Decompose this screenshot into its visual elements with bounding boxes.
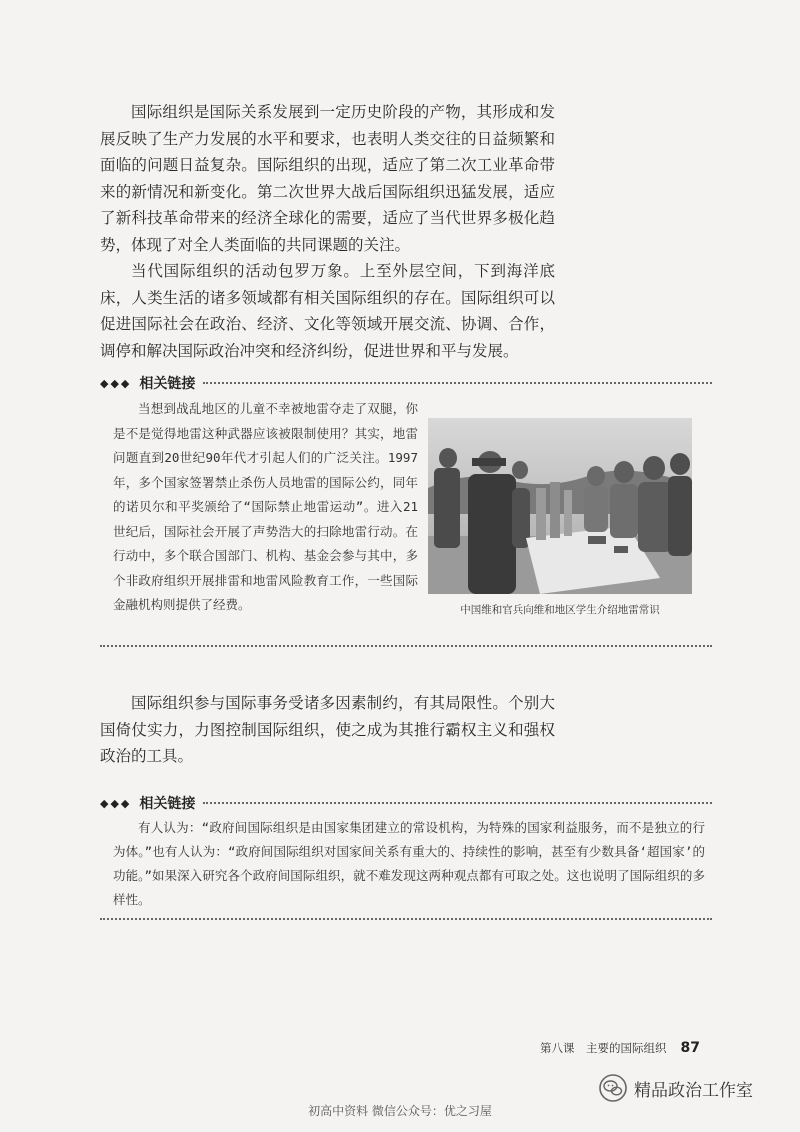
related-link-title: 相关链接 xyxy=(139,376,196,392)
dotted-divider xyxy=(203,802,712,804)
watermark-brand xyxy=(598,1073,753,1103)
related-link-end-divider-1 xyxy=(100,645,712,647)
wechat-account-icon xyxy=(598,1073,628,1103)
diamond-markers-icon: ◆◆◆ xyxy=(100,796,132,810)
related-link-text-2: 有人认为：“政府间国际组织是由国家集团建立的常设机构，为特殊的国家利益服务，而不是独立的行为体。”也有人认为：“政府间国际组织对国家间关系有重大的、持续性的影响，甚至有少数具备‘超国家’的功能。”如果深入研究各个政府间国际组织，就不难发现这两种观点都有可取之处。这也说明了国际组织的多样性。 xyxy=(113,820,705,907)
related-link-text-1: 当想到战乱地区的儿童不幸被地雷夺走了双腿，你是不是觉得地雷这种武器应该被限制使用？其实，地雷问题直到20世纪90年代才引起人们的广泛关注。1997年，多个国家签署禁止杀伤人员地雷的国际公约，同年的诺贝尔和平奖颁给了“国际禁止地雷运动”。进入21世纪后，国际社会开展了声势浩大的扫除地雷行动。在行动中，多个联合国部门、机构、基金会参与其中，多个非政府组织开展排雷和地雷风险教育工作，一些国际金融机构则提供了经费。 xyxy=(113,401,418,612)
page-footer xyxy=(540,1040,700,1056)
body-paragraph-2: 当代国际组织的活动包罗万象。上至外层空间，下到海洋底床，人类生活的诸多领域都有相关国际组织的存在。国际组织可以促进国际社会在政治、经济、文化等领域开展交流、协调、合作，调停和解决国际政治冲突和经济纠纷，促进世界和平与发展。 xyxy=(100,262,555,360)
peacekeeper-landmine-photo xyxy=(428,418,692,594)
watermark-note: 初高中资料 微信公众号：优之习屋 xyxy=(308,1104,492,1118)
dotted-divider xyxy=(203,382,712,384)
page-number: 87 xyxy=(680,1040,700,1056)
watermark-brand-text: 精品政治工作室 xyxy=(634,1080,753,1101)
related-link-header-2 xyxy=(100,793,712,813)
related-link-title: 相关链接 xyxy=(139,796,196,812)
related-link-header-1 xyxy=(100,373,712,393)
body-paragraph-3: 国际组织参与国际事务受诸多因素制约，有其局限性。个别大国倚仗实力，力图控制国际组织，使之成为其推行霸权主义和强权政治的工具。 xyxy=(100,694,555,765)
photo-caption: 中国维和官兵向维和地区学生介绍地雷常识 xyxy=(460,604,660,616)
lesson-title: 第八课 主要的国际组织 xyxy=(540,1041,667,1055)
diamond-markers-icon: ◆◆◆ xyxy=(100,376,132,390)
body-paragraph-1: 国际组织是国际关系发展到一定历史阶段的产物，其形成和发展反映了生产力发展的水平和要求，也表明人类交往的日益频繁和面临的问题日益复杂。国际组织的出现，适应了第二次工业革命带来的新情况和新变化。第二次世界大战后国际组织迅猛发展，适应了新科技革命带来的经济全球化的需要，适应了当代世界多极化趋势，体现了对全人类面临的共同课题的关注。 xyxy=(100,103,555,254)
related-link-end-divider-2 xyxy=(100,918,712,920)
